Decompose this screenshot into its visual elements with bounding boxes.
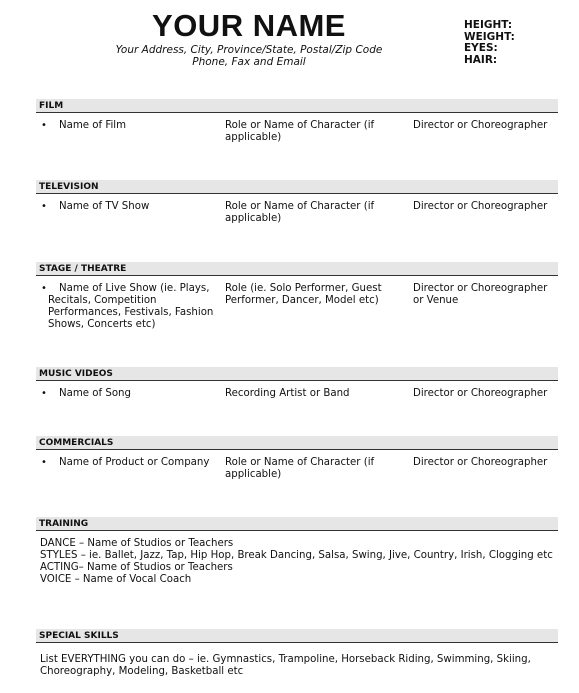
height-label: HEIGHT:	[464, 19, 513, 31]
section-training	[36, 517, 558, 585]
section-title: STAGE / THEATRE	[36, 262, 558, 276]
address-line: Your Address, City, Province/State, Postal/Zip Code	[115, 44, 383, 56]
skills-line: Choreography, Modeling, Basketball etc	[40, 666, 244, 677]
section-special-skills	[36, 629, 558, 677]
section-music-videos	[36, 367, 558, 399]
training-line: ACTING– Name of Studios or Teachers	[40, 562, 233, 573]
section-title: TRAINING	[36, 517, 558, 531]
bullet-icon: •	[41, 388, 47, 399]
director: Director or Choreographer	[413, 201, 548, 212]
section-title: TELEVISION	[36, 180, 558, 194]
section-title: MUSIC VIDEOS	[36, 367, 558, 381]
role: Role or Name of Character (if applicable)	[225, 120, 375, 143]
physical-stats	[464, 20, 515, 66]
role: Role (ie. Solo Performer, Guest Performer, Dancer, Model etc)	[225, 283, 382, 306]
director: Director or Choreographer or Venue	[413, 283, 548, 306]
hair-label: HAIR:	[464, 53, 498, 66]
director: Director or Choreographer	[413, 388, 548, 399]
production-name: Name of TV Show	[59, 201, 150, 212]
bullet-icon: •	[41, 283, 47, 294]
bullet-icon: •	[41, 201, 47, 212]
production-name: Name of Song	[59, 388, 131, 399]
skills-line: List EVERYTHING you can do – ie. Gymnastics, Trampoline, Horseback Riding, Swimming, Skiing,	[40, 654, 531, 665]
role: Role or Name of Character (if applicable)	[225, 457, 375, 480]
production-name: Name of Live Show (ie. Plays, Recitals, Competition Performances, Festivals, Fashion Shows, Concerts etc)	[48, 283, 214, 330]
production-name: Name of Film	[59, 120, 127, 131]
director: Director or Choreographer	[413, 120, 548, 131]
section-film	[36, 99, 558, 143]
section-stage	[36, 262, 558, 330]
section-commercials	[36, 436, 558, 480]
bullet-icon: •	[41, 120, 47, 131]
resume-name: YOUR NAME	[152, 8, 346, 43]
production-name: Name of Product or Company	[59, 457, 210, 468]
training-line: VOICE – Name of Vocal Coach	[40, 574, 192, 585]
contact-line: Phone, Fax and Email	[192, 56, 306, 68]
bullet-icon: •	[41, 457, 47, 468]
weight-label: WEIGHT:	[464, 30, 515, 43]
training-line: STYLES – ie. Ballet, Jazz, Tap, Hip Hop, Break Dancing, Salsa, Swing, Jive, Country, Irish, Clogging etc	[40, 550, 553, 561]
training-line: DANCE – Name of Studios or Teachers	[40, 538, 234, 549]
director: Director or Choreographer	[413, 457, 548, 468]
section-title: COMMERCIALS	[36, 436, 558, 450]
role: Recording Artist or Band	[225, 388, 350, 399]
role: Role or Name of Character (if applicable)	[225, 201, 375, 224]
section-television	[36, 180, 558, 224]
eyes-label: EYES:	[464, 42, 498, 55]
section-title: FILM	[36, 99, 558, 113]
section-title: SPECIAL SKILLS	[36, 629, 558, 643]
